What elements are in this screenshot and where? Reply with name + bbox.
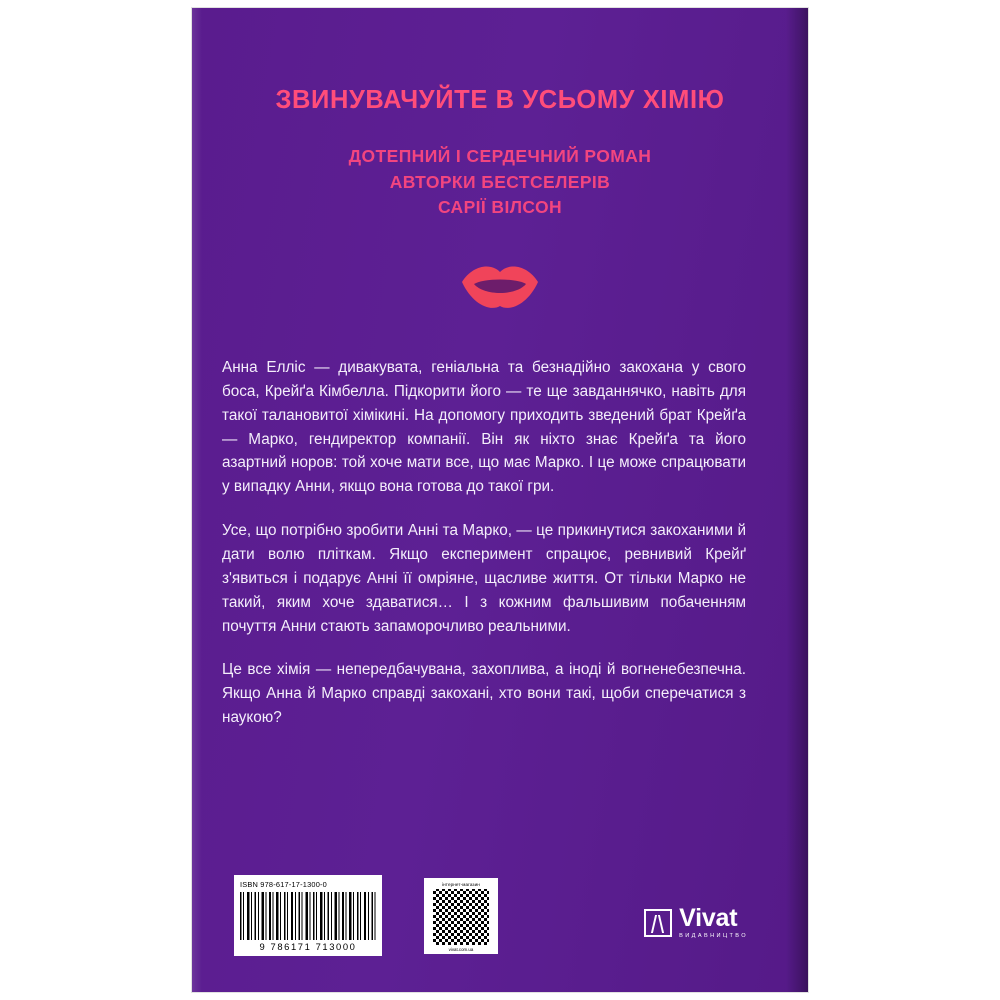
blurb-paragraph-3: Це все хімія — непередбачувана, захоплива, а іноді й вогненебезпечна. Якщо Анна й Марко справді закохані, хто вони такі, щоби сперечатися з наукою? <box>222 661 746 727</box>
publisher-logo <box>644 906 748 940</box>
qr-block[interactable] <box>424 878 498 954</box>
publisher-tagline: ВИДАВНИЦТВО <box>679 933 748 940</box>
qr-caption: інтернет-магазин <box>442 882 480 887</box>
publisher-name: Vivat <box>679 904 738 933</box>
lips-icon <box>458 260 542 312</box>
subhead-line-3: САРІЇ ВІЛСОН <box>437 197 563 218</box>
barcode-digits: 9 786171 713000 <box>259 941 357 952</box>
barcode-icon <box>240 892 376 940</box>
vivat-logo-icon <box>644 909 672 937</box>
cover-subheadline <box>192 144 808 221</box>
publisher-text <box>679 906 748 940</box>
blurb-paragraph-1: Анна Елліс — дивакувата, геніальна та безнадійно закохана у свого боса, Крейґа Кімбелла. Підкорити його — те ще завданнячко, навіть для такої талановитої хімікині. На допомогу приходить зведений брат Крейґа — Марко, гендиректор компанії. Він як ніхто знає Крейґа та його азартний норов: той хоче мати все, що має Марко. І це може спрацювати у випадку Анни, якщо вона готова до такої гри. <box>222 359 746 496</box>
qr-code-icon[interactable] <box>433 889 489 945</box>
cover-blurb <box>222 356 746 730</box>
isbn-label: ISBN 978-617-17-1300-0 <box>240 880 327 889</box>
isbn-barcode-block <box>234 875 382 956</box>
book-cover <box>192 8 808 992</box>
cover-headline: ЗВИНУВАЧУЙТЕ В УСЬОМУ ХІМІЮ <box>275 86 725 114</box>
qr-url: vivat.com.ua <box>448 947 474 952</box>
subhead-line-1: ДОТЕПНИЙ І СЕРДЕЧНИЙ РОМАН <box>348 146 652 166</box>
blurb-paragraph-2: Усе, що потрібно зробити Анні та Марко, — це прикинутися закоханими й дати волю пліткам. Якщо експеримент спрацює, ревнивий Крейґ з'явиться і подарує Анні її омріяне, щасливе життя. От тільки Марко не такий, яким хоче здаватися… І з кожним фальшивим побаченням почуття Анни стають запаморочливо реальними. <box>222 522 746 635</box>
subhead-line-2: АВТОРКИ БЕСТСЕЛЕРІВ <box>389 171 611 192</box>
